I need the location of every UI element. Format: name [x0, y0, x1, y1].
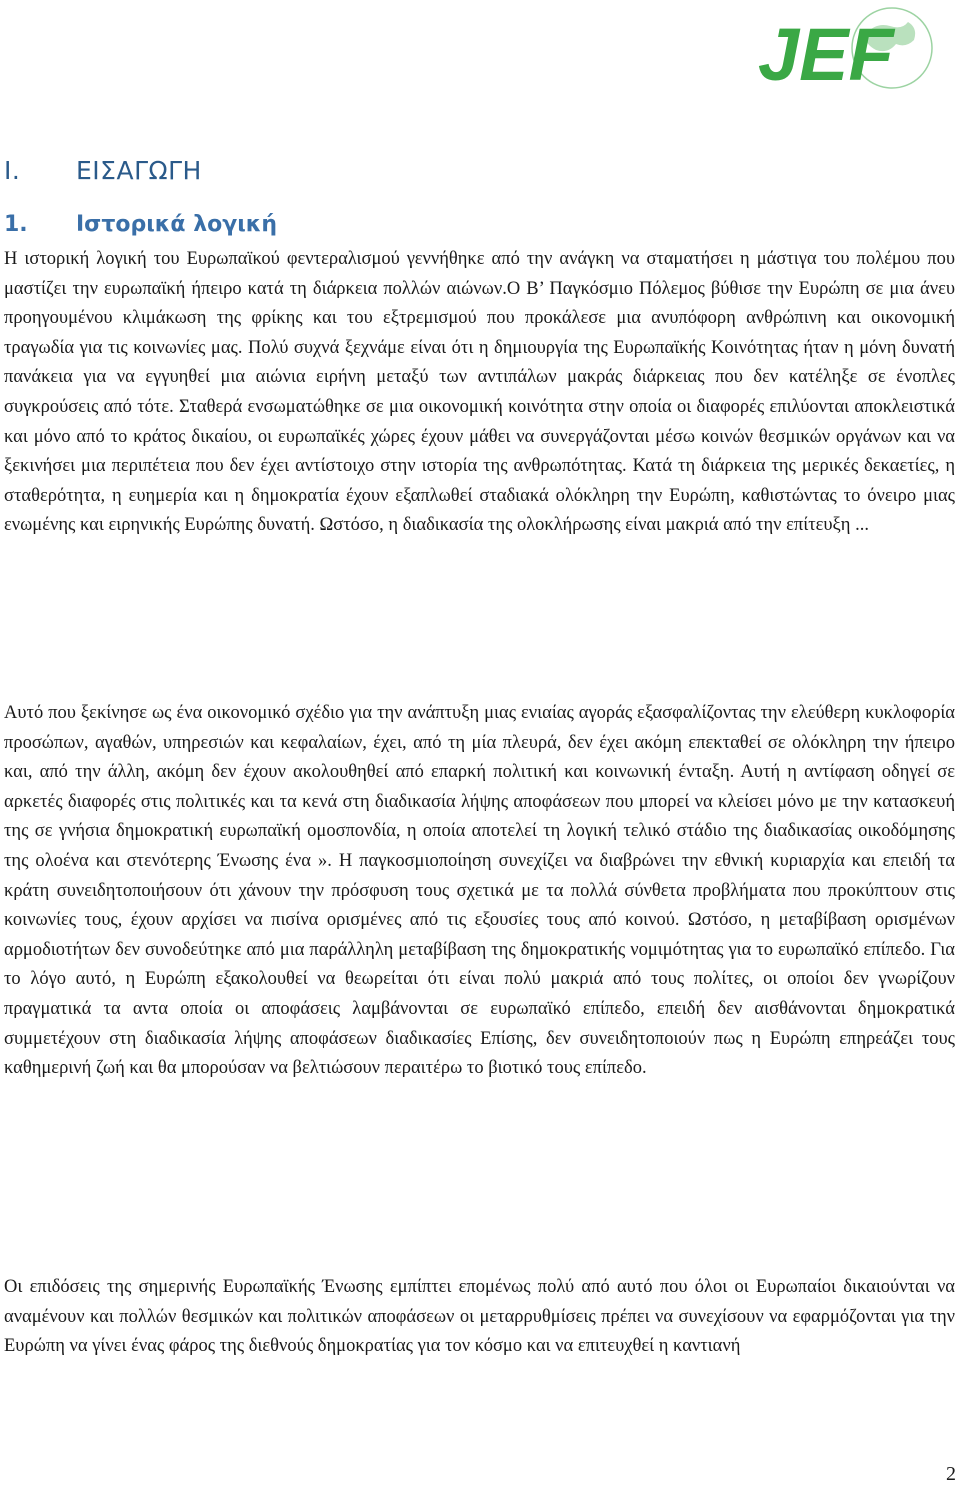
- subsection-heading: [4, 212, 277, 237]
- paragraph-3: Οι επιδόσεις της σημερινής Ευρωπαϊκής Ένωσης εμπίπτει επομένως πολύ από αυτό που όλοι οι Ευρωπαίοι δικαιούνται να αναμένουν και πολλών θεσμικών και πολιτικών αποφάσεων οι μεταρρυθμίσεις πρέπει να συνεχίσουν να εφαρμόζονται για την Ευρώπη να γίνει ένας φάρος της διεθνούς δημοκρατίας για τον κόσμο και να επιτευχθεί η καντιανή: [4, 1277, 955, 1357]
- logo-text: JEF: [758, 13, 894, 96]
- subsection-number: 1.: [4, 212, 28, 237]
- section-title: ΕΙΣΑΓΩΓΗ: [76, 156, 202, 185]
- paragraph-1: Η ιστορική λογική του Ευρωπαϊκού φεντεραλισμού γεννήθηκε από την ανάγκη να σταματήσει η μάστιγα του πολέμου που μαστίζει την ευρωπαϊκή ήπειρο κατά τη διάρκεια πολλών αιώνων.Ο Β’ Παγκόσμιο Πόλεμος βύθισε την Ευρώπη σε μια άνευ προηγουμένου κλιμάκωση της φρίκης και του εξτρεμισμού που προκάλεσε μια ανυπόφορη ανθρώπινη και οικονομική τραγωδία για τις κοινωνίες μας. Πολύ συχνά ξεχνάμε είναι ότι η δημιουργία της Ευρωπαϊκής Κοινότητας ήταν η μόνη δυνατή πανάκεια για να εγγυηθεί μια αιώνια ειρήνη μεταξύ των αντιπάλων μακράς διάρκειας που δεν κατέληξε σε ένοπλες συγκρούσεις από τότε. Σταθερά ενσωματώθηκε σε μια οικονομική κοινότητα στην οποία οι διαφορές επιλύονται αποκλειστικά και μόνο από το κράτος δικαίου, οι ευρωπαϊκές χώρες έχουν μάθει να συνεργάζονται μέσω κοινών θεσμικών οργάνων και να ξεκινήσει μια περιπέτεια που δεν έχει αντίστοιχο στην ιστορία της ανθρωπότητας. Κατά τη διάρκεια της μερικές δεκαετίες, η σταθερότητα, η ευημερία και η δημοκρατία έχουν εξαπλωθεί σταδιακά ολόκληρη την Ευρώπη, καθιστώντας το όνειρο μιας ενωμένης και ειρηνικής Ευρώπης δυνατή. Ωστόσο, η διαδικασία της ολοκλήρωσης είναι μακριά από την επίτευξη ...: [4, 249, 955, 536]
- jef-logo: [754, 4, 954, 96]
- page-number: 2: [946, 1463, 956, 1485]
- section-number: I.: [4, 156, 21, 185]
- subsection-title: Ιστορικά λογική: [76, 212, 278, 237]
- section-heading: [4, 156, 202, 185]
- paragraph-2: Αυτό που ξεκίνησε ως ένα οικονομικό σχέδιο για την ανάπτυξη μιας ενιαίας αγοράς εξασφαλίζοντας την ελεύθερη κυκλοφορία προσώπων, αγαθών, υπηρεσιών και κεφαλαίων, έχει, από τη μία πλευρά, δεν έχει ακόμη επεκταθεί σε ολόκληρη την ήπειρο και, από την άλλη, ακόμη δεν έχουν ακολουθηθεί από επαρκή πολιτική και κοινωνική ένταξη. Αυτή η αντίφαση οδηγεί σε αρκετές διαφορές στις πολιτικές και τα κενά στη διαδικασία λήψης αποφάσεων που μπορεί να κλείσει μόνο με την κατασκευή της σε γνήσια δημοκρατική ευρωπαϊκή ομοσπονδία, η οποία αποτελεί τη λογική τελικό στάδιο της διαδικασίας οικοδόμησης της ολοένα και στενότερης Ένωσης ένα ». Η παγκοσμιοποίηση συνεχίζει να διαβρώνει την εθνική κυριαρχία και επειδή τα κράτη συνειδητοποιήσουν ότι χάνουν την πρόσφυση τους σχετικά με τα πολλά σύνθετα προβλήματα που προκύπτουν στις κοινωνίες τους, έχουν αρχίσει να πισίνα ορισμένες από τις εξουσίες τους από κοινού. Ωστόσο, η μεταβίβαση ορισμένων αρμοδιοτήτων δεν συνοδεύτηκε από μια παράλληλη μεταβίβαση της δημοκρατικής νομιμότητας για το ευρωπαϊκό επίπεδο. Για το λόγο αυτό, η Ευρώπη εξακολουθεί να θεωρείται ότι είναι πολύ μακριά από τους πολίτες, οι οποίοι δεν γνωρίζουν πραγματικά τα αντα οποία οι αποφάσεις λαμβάνονται σε ευρωπαϊκό επίπεδο, επειδή δεν αισθάνονται δημοκρατικά συμμετέχουν στη διαδικασία λήψης αποφάσεων διαδικασίες Επίσης, δεν συνειδητοποιούν πως η Ευρώπη επηρεάζει τους καθημερινή ζωή και θα μπορούσαν να βελτιώσουν περαιτέρω το βιοτικό τους επίπεδο.: [4, 703, 955, 1079]
